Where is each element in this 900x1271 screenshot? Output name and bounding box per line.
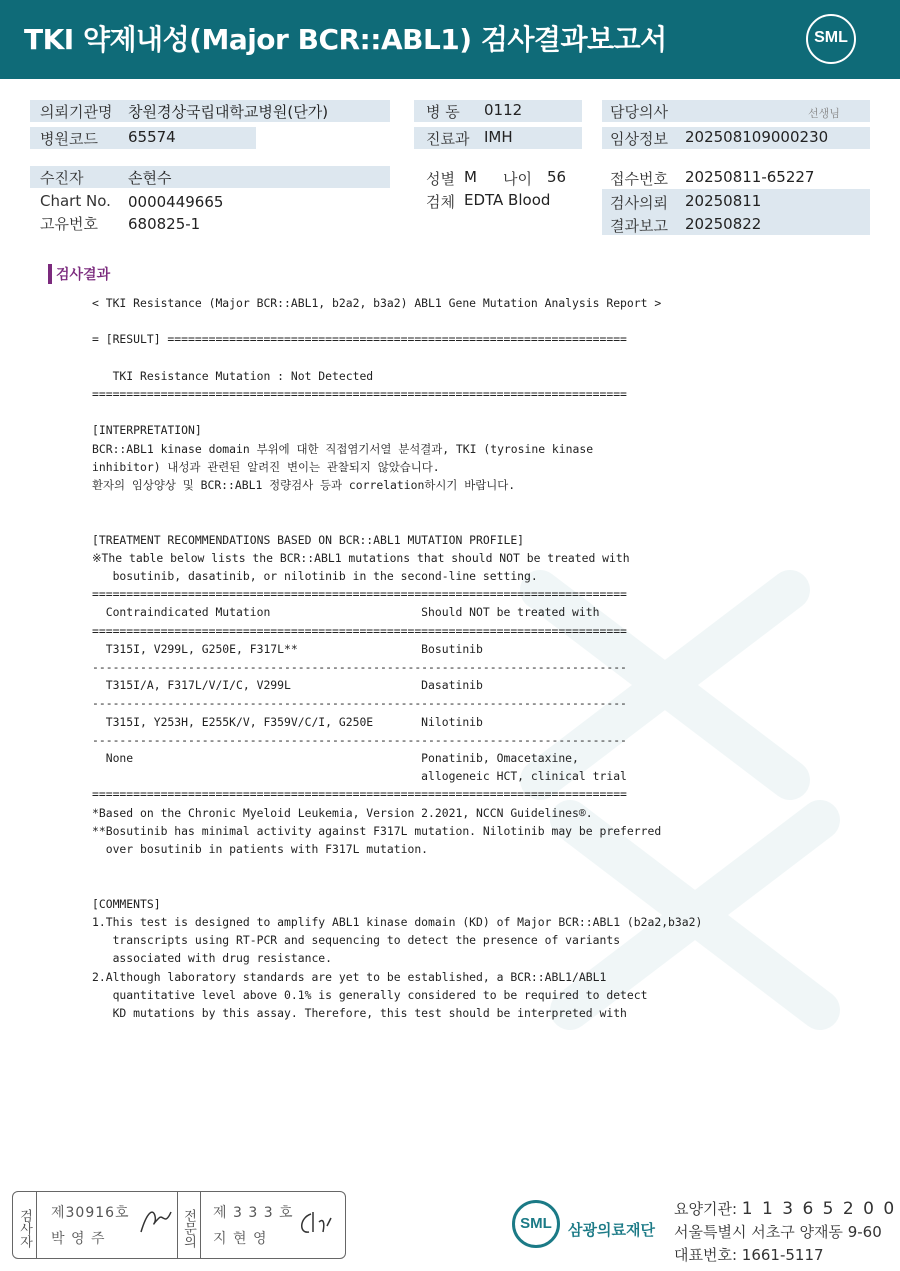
section-title: 검사결과 [48,264,110,284]
age-value: 56 [547,168,567,186]
specialist-name: 지 현 영 [213,1231,268,1247]
footer-phone-value: 1661-5117 [741,1246,824,1264]
report-date-value: 20250822 [685,215,762,233]
specialist-number: 제 3 3 3 호 [213,1205,294,1221]
hospital-code-label: 병원코드 [40,130,98,148]
ward-label: 병 동 [426,103,460,121]
chart-no-value: 0000449665 [128,193,224,211]
request-date-value: 20250811 [685,192,762,210]
patient-value: 손현수 [128,169,172,187]
report-title: TKI 약제내성(Major BCR::ABL1) 검사결과보고서 [24,23,667,56]
doctor-label: 담당의사 [610,103,668,121]
clinical-info-value: 202508109000230 [685,128,829,146]
report-header [0,0,900,79]
footer-code-value: 1 1 3 6 5 2 0 0 [741,1199,897,1219]
signature-box [12,1191,346,1259]
specimen-value: EDTA Blood [464,191,551,209]
sml-logo [806,14,856,64]
requesting-org-label: 의뢰기관명 [40,103,113,121]
requesting-org-value: 창원경상국립대학교병원(단가) [128,103,329,121]
footer-code-label: 요양기관: [674,1200,738,1218]
request-date-label: 검사의뢰 [610,194,668,212]
clinical-info-label: 임상정보 [610,130,668,148]
department-value: IMH [484,128,513,146]
specimen-label: 검체 [426,193,455,211]
footer-address: 서울특별시 서초구 양재동 9-60 [674,1223,882,1241]
receipt-no-value: 20250811-65227 [685,168,815,186]
patient-label: 수진자 [40,169,84,187]
sex-label: 성별 [426,170,455,188]
footer-phone [674,1244,824,1265]
report-date-label: 결과보고 [610,217,668,235]
doctor-suffix: 선생님 [808,107,840,120]
report-body-text: < TKI Resistance (Major BCR::ABL1, b2a2, b3a2) ABL1 Gene Mutation Analysis Report > = [RESULT] =================================================================== TKI Resistance Mutation : Not Detected ============================================================================== [INTERPRETATION] BCR::ABL1 kinase domain 부위에 대한 직접염기서열 분석결과, TKI (tyrosine kinase inhibitor) 내성과 관련된 알려진 변이는 관찰되지 않았습니다. 환자의 임상양상 및 BCR::ABL1 정량검사 등과 correlation하시기 바랍니다. [TREATMENT RECOMMENDATIONS BASED ON BCR::ABL1 MUTATION PROFILE] ※The table below lists the BCR::ABL1 mutations that should NOT be treated with bosutinib, dasatinib, or nilotinib in the second-line setting. ============================================================================== Contraindicated Mutation Should NOT be treated with ============================================================================== T315I, V299L, G250E, F317L** Bosutinib ------------------------------------------------------------------------------ T315I/A, F317L/V/I/C, V299L Dasatinib ------------------------------------------------------------------------------ T315I, Y253H, E255K/V, F359V/C/I, G250E Nilotinib ------------------------------------------------------------------------------ None Ponatinib, Omacetaxine, allogeneic HCT, clinical trial ============================================================================== *Based on the Chronic Myeloid Leukemia, Version 2.2021, NCCN Guidelines®. **Bosutinib has minimal activity against F317L mutation. Nilotinib may be preferred over bosutinib in patients with F317L mutation. [COMMENTS] 1.This test is designed to amplify ABL1 kinase domain (KD) of Major BCR::ABL1 (b2a2,b3a2) transcripts using RT-PCR and sequencing to detect the presence of variants associated with drug resistance. 2.Although laboratory standards are yet to be established, a BCR::ABL1/ABL1 quantitative level above 0.1% is generally considered to be required to detect KD mutations by this assay. Therefore, this test should be interpreted with [92,296,703,1020]
department-label: 진료과 [426,130,470,148]
unique-no-value: 680825-1 [128,215,201,233]
footer-logo-text: SML [520,1215,552,1232]
hospital-code-value: 65574 [128,128,176,146]
footer-phone-label: 대표번호: [674,1246,738,1264]
receipt-no-label: 접수번호 [610,170,668,188]
examiner-number: 제30916호 [51,1205,130,1221]
age-label: 나이 [503,170,532,188]
unique-no-label: 고유번호 [40,215,98,233]
sex-value: M [464,168,477,186]
ward-value: 0112 [484,101,523,119]
patient-bar [30,166,390,188]
footer-org-name: 삼광의료재단 [568,1221,655,1239]
examiner-signature [139,1206,175,1236]
examiner-name: 박 영 주 [51,1231,106,1247]
specialist-signature [297,1208,337,1238]
footer-sml-logo [512,1200,560,1248]
footer-code [674,1198,896,1219]
chart-no-label: Chart No. [40,192,111,210]
examiner-label: 검사자 [13,1192,37,1258]
sml-logo-text: SML [814,29,848,46]
specialist-label: 전문의 [177,1192,201,1258]
